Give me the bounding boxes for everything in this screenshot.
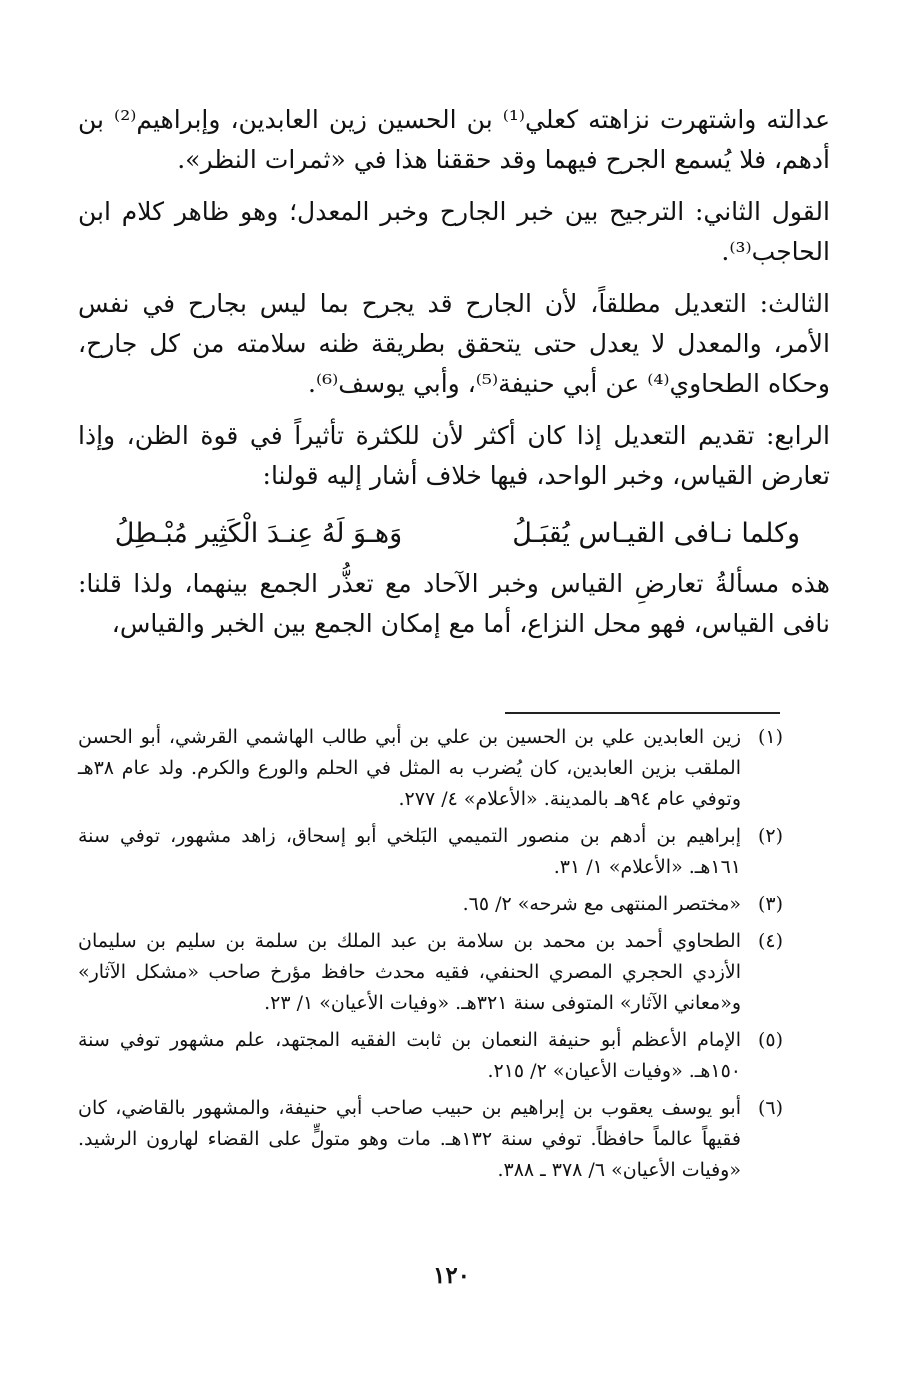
- footnote-5: [78, 1025, 783, 1087]
- footnote-number: (٥): [757, 1029, 783, 1051]
- paragraph-5: هذه مسألةُ تعارضِ القياس وخبر الآحاد مع تعذُّر الجمع بينهما، ولذا قلنا: نافى القياس، فهو محل النزاع، أما مع إمكان الجمع بين الخبر والقياس،: [78, 569, 830, 638]
- main-text: [78, 100, 830, 656]
- footnote-3: [78, 889, 783, 920]
- footnote-text: أبو يوسف يعقوب بن إبراهيم بن حبيب صاحب أبي حنيفة، والمشهور بالقاضي، كان فقيهاً عالماً حافظاً. توفي سنة ١٣٢هـ. مات وهو متولٍّ على القضاء لهارون الرشيد. «وفيات الأعيان» ٦/ ٣٧٨ ـ ٣٨٨.: [78, 1097, 741, 1181]
- paragraph-3: الثالث: التعديل مطلقاً، لأن الجارح قد يجرح بما ليس بجارح في نفس الأمر، والمعدل لا يعدل حتى يتحقق بطريقة ظنه سلامته من كل جارح، وحكاه الطحاوي⁽⁴⁾ عن أبي حنيفة⁽⁵⁾، وأبي يوسف⁽⁶⁾.: [78, 289, 830, 398]
- page-number: ١٢٠: [432, 1262, 471, 1289]
- footnote-number: (٦): [757, 1097, 783, 1119]
- footnote-text: «مختصر المنتهى مع شرحه» ٢/ ٦٥.: [462, 893, 741, 915]
- footnote-4: [78, 926, 783, 1019]
- paragraph-1: عدالته واشتهرت نزاهته كعلي⁽¹⁾ بن الحسين زين العابدين، وإبراهيم⁽²⁾ بن أدهم، فلا يُسمع الجرح فيهما وقد حققنا هذا في «ثمرات النظر».: [78, 105, 830, 174]
- footnote-text: زين العابدين علي بن الحسين بن علي بن أبي طالب الهاشمي القرشي، أبو الحسن الملقب بزين العابدين، كان يُضرب به المثل في الحلم والورع والكرم. ولد عام ٣٨هـ وتوفي عام ٩٤هـ بالمدينة. «الأعلام» ٤/ ٢٧٧.: [78, 726, 741, 810]
- footnote-2: [78, 821, 783, 883]
- verse-hemistich-first: وكلما نـافى القيـاس يُقبَـلُ: [512, 518, 800, 549]
- footnote-1: [78, 722, 783, 815]
- paragraph-2: القول الثاني: الترجيح بين خبر الجارح وخبر المعدل؛ وهو ظاهر كلام ابن الحاجب⁽³⁾.: [78, 197, 830, 266]
- verse-line: [78, 508, 830, 560]
- footnotes: [78, 722, 783, 1192]
- footnote-text: الإمام الأعظم أبو حنيفة النعمان بن ثابت الفقيه المجتهد، علم مشهور توفي سنة ١٥٠هـ. «وفيات الأعيان» ٢/ ٢١٥.: [78, 1029, 741, 1082]
- footnote-number: (٣): [757, 893, 783, 915]
- footnote-number: (١): [757, 726, 783, 748]
- footnote-text: الطحاوي أحمد بن محمد بن سلامة بن عبد الملك بن سلمة بن سليم بن سليمان الأزدي الحجري المصري الحنفي، فقيه محدث حافظ مؤرخ صاحب «مشكل الآثار» و«معاني الآثار» المتوفى سنة ٣٢١هـ. «وفيات الأعيان» ١/ ٢٣.: [78, 930, 741, 1014]
- paragraph-4: الرابع: تقديم التعديل إذا كان أكثر لأن للكثرة تأثيراً في قوة الظن، وإذا تعارض القياس، وخبر الواحد، فيها خلاف أشار إليه قولنا:: [78, 421, 830, 490]
- footnote-number: (٤): [757, 930, 783, 952]
- footnote-6: [78, 1093, 783, 1186]
- footnote-separator: [505, 712, 780, 714]
- footnote-number: (٢): [757, 825, 783, 847]
- footnote-text: إبراهيم بن أدهم بن منصور التميمي البَلخي أبو إسحاق، زاهد مشهور، توفي سنة ١٦١هـ. «الأعلام» ١/ ٣١.: [78, 825, 741, 878]
- verse-hemistich-second: وَهـوَ لَهُ عِنـدَ الْكَثِير مُبْـطِلُ: [114, 518, 403, 549]
